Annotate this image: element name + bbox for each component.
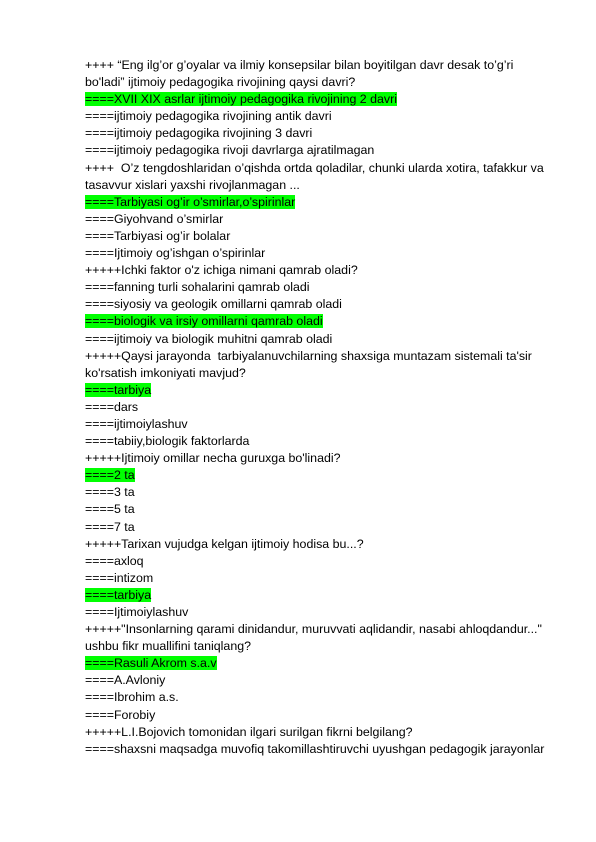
answer-3-option: ====fanning turli sohalarini qamrab oladi	[85, 280, 310, 295]
question-3: +++++Ichki faktor o'z ichiga nimani qamrab oladi?	[85, 263, 358, 278]
highlighted-answer: ====Rasuli Akrom s.a.v	[85, 656, 217, 671]
answer-7-correct	[85, 655, 555, 672]
highlighted-answer: ====Tarbiyasi og’ir o’smirlar,o’spirinlar	[85, 194, 296, 209]
question-8: +++++L.I.Bojovich tomonidan ilgari surilgan fikrni belgilang?	[85, 724, 413, 739]
highlighted-answer: ====2 ta	[85, 468, 135, 483]
answer-7-option: ====Forobiy	[85, 707, 156, 722]
answer-1-option: ====ijtimoiy pedagogika rivojining antik davri	[85, 109, 332, 124]
answer-6-option: ====Ijtimoiylashuv	[85, 605, 189, 619]
question-5: +++++Ijtimoiy omillar necha guruxga bo'linadi?	[85, 451, 341, 466]
answer-4-option: ====dars	[85, 399, 139, 414]
answer-2-option: ====Giyohvand o’smirlar	[85, 211, 224, 226]
question-1: ++++ “Eng ilg’or g’oyalar va ilmiy konsepsilar bilan boyitilgan davr desak to’g’ri bo'ladi” ijtimoiy pedagogika rivojining qaysi davri?	[85, 58, 517, 90]
answer-5-option: ====5 ta	[85, 502, 135, 517]
answer-3-correct	[85, 313, 555, 330]
answer-7-option: ====A.Avloniy	[85, 673, 166, 688]
answer-7-option: ====Ibrohim a.s.	[85, 690, 179, 705]
question-6: +++++Tarixan vujudga kelgan ijtimoiy hodisa bu...?	[85, 536, 364, 551]
question-4: +++++Qaysi jarayonda tarbiyalanuvchilarning shaxsiga muntazam sistemali ta'sir ko'rsatish imkoniyati mavjud?	[85, 348, 536, 380]
answer-2-option: ====Tarbiyasi og’ir bolalar	[85, 228, 231, 243]
answer-2-option: ====Ijtimoiy og’ishgan o’spirinlar	[85, 246, 266, 261]
question-2: ++++ O’z tengdoshlaridan o’qishda ortda qoladilar, chunki ularda xotira, tafakkur va tasavvur xislari yaxshi rivojlanmagan ...	[85, 160, 548, 192]
answer-4-correct	[85, 382, 555, 399]
highlighted-answer: ====tarbiya	[85, 382, 152, 397]
answer-6-correct	[85, 587, 555, 604]
answer-3-option: ====ijtimoiy va biologik muhitni qamrab oladi	[85, 331, 333, 346]
answer-1-option: ====ijtimoiy pedagogika rivoji davrlarga ajratilmagan	[85, 143, 375, 158]
answer-3-option: ====siyosiy va geologik omillarni qamrab oladi	[85, 297, 342, 312]
highlighted-answer: ====biologik va irsiy omillarni qamrab oladi	[85, 314, 323, 329]
question-7: +++++"Insonlarning qarami dinidandur, muruvvati aqlidandir, nasabi ahloqdandur..." ushbu fikr muallifini taniqlang?	[85, 622, 546, 654]
document-page	[85, 57, 555, 758]
answer-5-correct	[85, 467, 555, 484]
answer-8-option: ====shaxsni maqsadga muvofiq takomillashtiruvchi uyushgan pedagogik jarayonlar	[85, 741, 545, 756]
answer-1-option: ====ijtimoiy pedagogika rivojining 3 davri	[85, 126, 313, 141]
answer-5-option: ====7 ta	[85, 519, 135, 534]
highlighted-answer: ====XVII XIX asrlar ijtimoiy pedagogika rivojining 2 davri	[85, 92, 397, 107]
answer-5-option: ====3 ta	[85, 485, 135, 500]
answer-1-correct	[85, 91, 555, 108]
highlighted-answer: ====tarbiya	[85, 587, 152, 602]
answer-4-option: ====ijtimoiylashuv	[85, 416, 188, 431]
answer-2-correct	[85, 194, 555, 211]
answer-4-option: ====tabiiy,biologik faktorlarda	[85, 434, 250, 449]
answer-6-option: ====intizom	[85, 570, 154, 585]
answer-6-option: ====axloq	[85, 553, 144, 568]
